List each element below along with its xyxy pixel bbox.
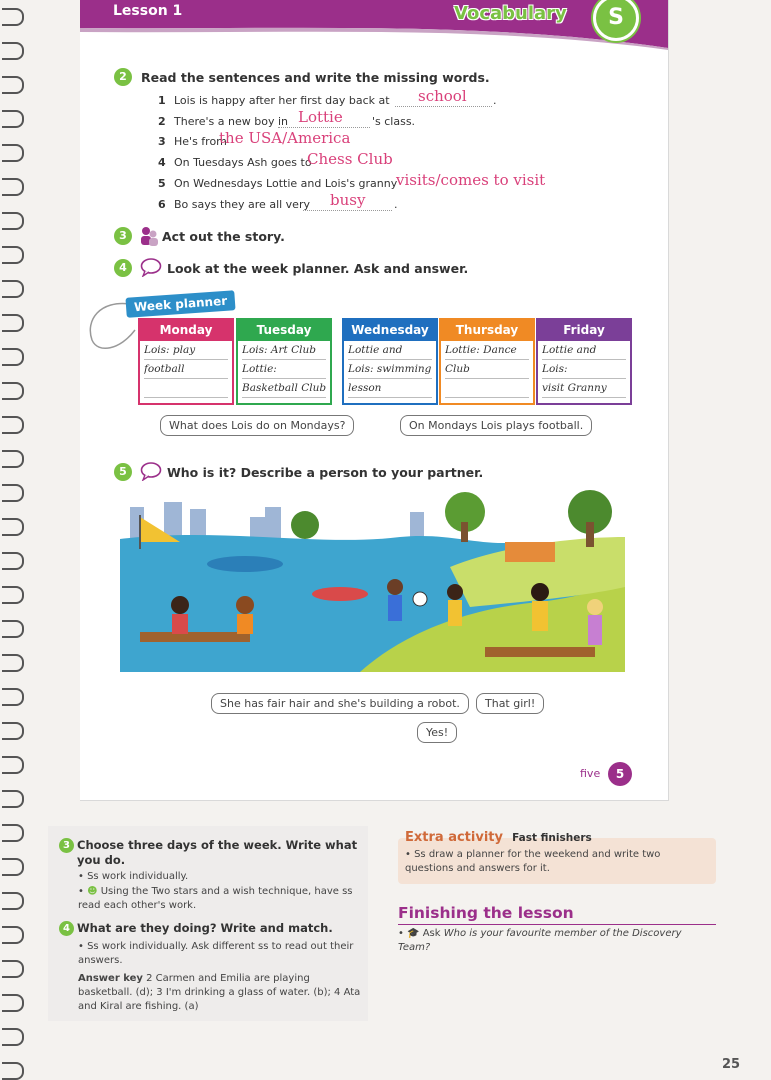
spiral-ring	[2, 110, 24, 128]
spiral-ring	[2, 1062, 24, 1080]
spiral-ring	[2, 620, 24, 638]
planner-day-wednesday: Wednesday Lottie and Lois: swimming lesson	[342, 318, 438, 405]
sentence: 5 On Wednesdays Lottie and Lois's granny	[158, 177, 398, 190]
exercise-instruction: Act out the story.	[162, 229, 285, 244]
sentence-end: .	[493, 94, 497, 107]
spiral-ring	[2, 960, 24, 978]
spiral-ring	[2, 790, 24, 808]
planner-day-thursday: Thursday Lottie: Dance Club	[439, 318, 535, 405]
exercise-instruction: Look at the week planner. Ask and answer.	[167, 261, 469, 276]
written-answer: visits/comes to visit	[396, 171, 546, 189]
divider	[398, 924, 716, 925]
speech-bubble-description: She has fair hair and she's building a robot.	[211, 693, 469, 714]
note-bullet: • Ss work individually. Ask different ss to read out their answers.	[78, 941, 354, 966]
spiral-ring	[2, 42, 24, 60]
exercise-instruction: Who is it? Describe a person to your partner.	[167, 465, 484, 480]
note-bullet: • Ss work individually.	[78, 871, 189, 882]
spiral-ring	[2, 280, 24, 298]
spiral-ring	[2, 722, 24, 740]
finishing-text: • 🎓 Ask Who is your favourite member of the Discovery Team?	[398, 928, 682, 953]
written-answer: the USA/America	[219, 129, 351, 147]
sentence-end: 's class.	[372, 115, 416, 128]
spiral-ring	[2, 212, 24, 230]
pair-work-icon	[140, 226, 158, 246]
spiral-ring	[2, 756, 24, 774]
sentence: 1 Lois is happy after her first day back at	[158, 94, 390, 107]
exercise-number: 4	[114, 259, 132, 277]
student-book-page	[80, 0, 669, 801]
sentence: 4 On Tuesdays Ash goes to	[158, 156, 312, 169]
spiral-ring	[2, 688, 24, 706]
speaking-icon	[140, 257, 162, 277]
written-answer: Lottie	[298, 108, 343, 126]
answer-line	[278, 127, 370, 128]
speech-bubble-guess: That girl!	[476, 693, 544, 714]
note-number: 3	[59, 838, 74, 853]
spiral-ring	[2, 1028, 24, 1046]
note-heading: Choose three days of the week. Write what you do.	[77, 838, 358, 867]
spiral-ring	[2, 76, 24, 94]
sentence-end: .	[394, 198, 398, 211]
note-bullet: • ☻ Using the Two stars and a wish technique, have ss read each other's work.	[78, 886, 353, 911]
page-number-badge: 5	[608, 762, 632, 786]
planner-tag: Week planner	[125, 290, 235, 318]
note-heading: What are they doing? Write and match.	[77, 921, 333, 935]
page-number-word: five	[580, 767, 601, 780]
spiral-ring	[2, 314, 24, 332]
sentence: 3 He's from	[158, 135, 227, 148]
book-page-number: 25	[722, 1057, 741, 1072]
park-scene-illustration	[120, 487, 625, 672]
planner-day-monday: Monday Lois: play football	[138, 318, 234, 405]
section-badge: S	[593, 0, 639, 41]
spiral-ring	[2, 178, 24, 196]
spiral-ring	[2, 994, 24, 1012]
planner-day-friday: Friday Lottie and Lois: visit Granny	[536, 318, 632, 405]
spiral-ring	[2, 858, 24, 876]
planner-day-tuesday: Tuesday Lois: Art Club Lottie: Basketball Club	[236, 318, 332, 405]
exercise-number: 2	[114, 68, 132, 86]
written-answer: Chess Club	[307, 150, 393, 168]
section-title: Vocabulary	[454, 3, 567, 24]
speaking-icon	[140, 461, 162, 481]
spiral-ring	[2, 654, 24, 672]
spiral-ring	[2, 892, 24, 910]
spiral-ring	[2, 518, 24, 536]
spiral-ring	[2, 416, 24, 434]
spiral-ring	[2, 382, 24, 400]
spiral-ring	[2, 450, 24, 468]
exercise-number: 3	[114, 227, 132, 245]
answer-key: Answer key 2 Carmen and Emilia are playing basketball. (d); 3 I'm drinking a glass of water. (b); 4 Ata and Kiral are fishing. (a)	[78, 973, 361, 1012]
spiral-ring	[2, 586, 24, 604]
finishing-title: Finishing the lesson	[398, 904, 574, 922]
spiral-ring	[2, 484, 24, 502]
answer-line	[395, 106, 492, 107]
group-icon: ☻	[87, 886, 98, 897]
written-answer: busy	[330, 191, 366, 209]
note-number: 4	[59, 921, 74, 936]
spiral-ring	[2, 144, 24, 162]
spiral-ring	[2, 926, 24, 944]
lesson-label: Lesson 1	[113, 3, 183, 19]
spiral-ring	[2, 8, 24, 26]
speech-bubble-answer: On Mondays Lois plays football.	[400, 415, 592, 436]
extra-activity-title: Extra activity Fast finishers	[405, 830, 592, 845]
spiral-ring	[2, 552, 24, 570]
sentence: 2 There's a new boy in	[158, 115, 288, 128]
speech-bubble-question: What does Lois do on Mondays?	[160, 415, 354, 436]
exercise-number: 5	[114, 463, 132, 481]
answer-line	[303, 210, 392, 211]
sentence: 6 Bo says they are all very	[158, 198, 310, 211]
speech-bubble-confirm: Yes!	[417, 722, 457, 743]
spiral-ring	[2, 824, 24, 842]
spiral-binding	[0, 0, 30, 1080]
extra-activity-text: • Ss draw a planner for the weekend and write two questions and answers for it.	[405, 849, 661, 874]
spiral-ring	[2, 246, 24, 264]
spiral-ring	[2, 348, 24, 366]
exercise-instruction: Read the sentences and write the missing words.	[141, 70, 490, 85]
mortarboard-icon: 🎓	[407, 928, 420, 939]
written-answer: school	[418, 87, 467, 105]
